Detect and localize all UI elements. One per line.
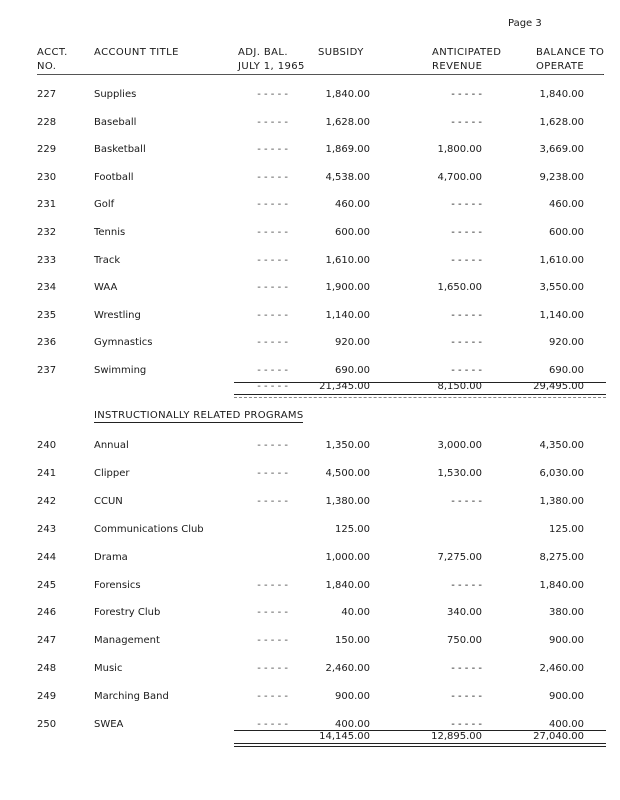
anticipated-revenue: 4,700.00	[437, 171, 482, 183]
account-title: SWEA	[94, 719, 124, 730]
account-title: Marching Band	[94, 691, 169, 703]
account-title: Track	[94, 254, 121, 266]
account-number: 237	[37, 365, 57, 376]
adjusted-balance: - - - - -	[257, 691, 288, 703]
adjusted-balance: - - - - -	[257, 365, 288, 376]
account-title: Music	[94, 663, 123, 675]
adjusted-balance: - - - - -	[257, 440, 288, 451]
anticipated-revenue: - - - - -	[451, 495, 482, 507]
section1-subtotal-rule	[234, 382, 606, 383]
header-subsidy	[318, 46, 364, 60]
total-balance-to-operate: 27,040.00	[533, 731, 584, 742]
total-anticipated-revenue: 12,895.00	[431, 731, 482, 742]
account-number: 231	[37, 199, 57, 211]
adjusted-balance: - - - - -	[257, 663, 288, 675]
anticipated-revenue: - - - - -	[451, 199, 482, 211]
account-number: 227	[37, 89, 57, 100]
adjusted-balance: - - - - -	[257, 607, 288, 619]
header-title	[94, 46, 179, 60]
adjusted-balance: - - - - -	[257, 227, 288, 238]
account-number: 230	[37, 171, 57, 183]
anticipated-revenue: - - - - -	[451, 254, 482, 266]
balance-to-operate: 1,628.00	[539, 116, 584, 128]
subsidy-amount: 4,538.00	[325, 171, 370, 183]
account-number: 234	[37, 282, 57, 294]
account-number: 249	[37, 691, 57, 703]
account-title: Basketball	[94, 144, 146, 156]
balance-to-operate: 2,460.00	[539, 663, 584, 675]
subsidy-amount: 1,628.00	[325, 116, 370, 128]
account-number: 247	[37, 635, 57, 647]
account-title: Tennis	[94, 227, 126, 238]
account-title: Baseball	[94, 116, 137, 128]
section2-total-rule	[234, 743, 606, 744]
account-title: CCUN	[94, 495, 123, 507]
balance-to-operate: 6,030.00	[539, 467, 584, 479]
adjusted-balance: - - - - -	[257, 89, 288, 100]
anticipated-revenue: 7,275.00	[437, 551, 482, 563]
subsidy-amount: 1,140.00	[325, 309, 370, 321]
anticipated-revenue: - - - - -	[451, 365, 482, 376]
section1-total-dash-rule	[234, 397, 606, 398]
adjusted-balance: - - - - -	[257, 719, 288, 730]
adjusted-balance: - - - - -	[257, 309, 288, 321]
balance-to-operate: 125.00	[549, 523, 584, 535]
section2-subtotal-rule	[234, 730, 606, 731]
adjusted-balance: - - - - -	[257, 254, 288, 266]
balance-to-operate: 690.00	[549, 365, 584, 376]
adjusted-balance: - - - - -	[257, 199, 288, 211]
subsidy-amount: 1,869.00	[325, 144, 370, 156]
subsidy-amount: 460.00	[335, 199, 370, 211]
account-number: 228	[37, 116, 57, 128]
subsidy-amount: 125.00	[335, 523, 370, 535]
account-title: Annual	[94, 440, 129, 451]
account-number: 246	[37, 607, 57, 619]
balance-to-operate: 900.00	[549, 635, 584, 647]
account-number: 243	[37, 523, 57, 535]
account-title: Wrestling	[94, 309, 141, 321]
account-number: 229	[37, 144, 57, 156]
subsidy-amount: 4,500.00	[325, 467, 370, 479]
subsidy-amount: 690.00	[335, 365, 370, 376]
balance-to-operate: 600.00	[549, 227, 584, 238]
account-number: 240	[37, 440, 57, 451]
account-number: 242	[37, 495, 57, 507]
total-anticipated-revenue: 8,150.00	[437, 381, 482, 392]
account-title: Supplies	[94, 89, 137, 100]
balance-to-operate: 1,140.00	[539, 309, 584, 321]
balance-to-operate: 1,840.00	[539, 89, 584, 100]
header-balance-line2: OPERATE	[536, 60, 604, 75]
header-underline	[37, 74, 603, 75]
header-subsidy-line1: SUBSIDY	[318, 47, 364, 58]
subsidy-amount: 920.00	[335, 337, 370, 349]
balance-to-operate: 920.00	[549, 337, 584, 349]
subsidy-amount: 150.00	[335, 635, 370, 647]
header-revenue-line1: ANTICIPATED	[432, 47, 502, 58]
account-title: Management	[94, 635, 160, 647]
header-balance-line1: BALANCE TO	[536, 47, 605, 58]
anticipated-revenue: - - - - -	[451, 691, 482, 703]
subsidy-amount: 1,350.00	[325, 440, 370, 451]
anticipated-revenue: - - - - -	[451, 227, 482, 238]
header-balance	[536, 46, 604, 75]
total-subsidy: 14,145.00	[319, 731, 370, 742]
section1-total-rule	[234, 394, 606, 395]
total-balance-to-operate: 29,495.00	[533, 381, 584, 392]
balance-to-operate: 1,840.00	[539, 579, 584, 591]
account-number: 233	[37, 254, 57, 266]
header-acct	[37, 46, 68, 75]
account-title: Forensics	[94, 579, 141, 591]
account-title: Clipper	[94, 467, 130, 479]
account-title: Golf	[94, 199, 115, 211]
adjusted-balance: - - - - -	[257, 144, 288, 156]
header-acct-line1: ACCT.	[37, 47, 68, 58]
subsidy-amount: 400.00	[335, 719, 370, 730]
balance-to-operate: 460.00	[549, 199, 584, 211]
anticipated-revenue: 750.00	[447, 635, 482, 647]
subsidy-amount: 2,460.00	[325, 663, 370, 675]
adjusted-balance: - - - - -	[257, 171, 288, 183]
account-title: Swimming	[94, 365, 147, 376]
subsidy-amount: 1,610.00	[325, 254, 370, 266]
header-revenue-line2: REVENUE	[432, 60, 501, 75]
adjusted-balance: - - - - -	[257, 282, 288, 294]
header-adj-line2: JULY 1, 1965	[238, 60, 305, 75]
header-acct-line2: NO.	[37, 60, 68, 75]
account-title: Forestry Club	[94, 607, 161, 619]
balance-to-operate: 900.00	[549, 691, 584, 703]
subsidy-amount: 1,840.00	[325, 89, 370, 100]
adjusted-balance: - - - - -	[257, 495, 288, 507]
account-number: 241	[37, 467, 57, 479]
subsidy-amount: 900.00	[335, 691, 370, 703]
header-adj-line1: ADJ. BAL.	[238, 47, 288, 58]
page-number: Page 3	[508, 18, 542, 29]
anticipated-revenue: 3,000.00	[437, 440, 482, 451]
balance-to-operate: 8,275.00	[539, 551, 584, 563]
balance-to-operate: 1,610.00	[539, 254, 584, 266]
anticipated-revenue: - - - - -	[451, 89, 482, 100]
adjusted-balance: - - - - -	[257, 337, 288, 349]
anticipated-revenue: - - - - -	[451, 663, 482, 675]
anticipated-revenue: 340.00	[447, 607, 482, 619]
account-number: 250	[37, 719, 57, 730]
adjusted-balance: - - - - -	[257, 467, 288, 479]
account-number: 235	[37, 309, 57, 321]
balance-to-operate: 400.00	[549, 719, 584, 730]
account-title: Communications Club	[94, 523, 204, 535]
anticipated-revenue: - - - - -	[451, 116, 482, 128]
anticipated-revenue: - - - - -	[451, 579, 482, 591]
header-title-line1: ACCOUNT TITLE	[94, 47, 179, 58]
adjusted-balance: - - - - -	[257, 635, 288, 647]
adjusted-balance: - - - - -	[257, 579, 288, 591]
subsidy-amount: 1,900.00	[325, 282, 370, 294]
anticipated-revenue: - - - - -	[451, 337, 482, 349]
total-subsidy: 21,345.00	[319, 381, 370, 392]
account-number: 244	[37, 551, 57, 563]
subsidy-amount: 600.00	[335, 227, 370, 238]
account-title: Football	[94, 171, 134, 183]
anticipated-revenue: 1,800.00	[437, 144, 482, 156]
account-number: 248	[37, 663, 57, 675]
account-title: Gymnastics	[94, 337, 153, 349]
anticipated-revenue: - - - - -	[451, 309, 482, 321]
section2-total-double-rule	[234, 746, 606, 747]
adjusted-balance: - - - - -	[257, 116, 288, 128]
account-number: 245	[37, 579, 57, 591]
account-title: Drama	[94, 551, 128, 563]
balance-to-operate: 380.00	[549, 607, 584, 619]
balance-to-operate: 4,350.00	[539, 440, 584, 451]
balance-to-operate: 3,550.00	[539, 282, 584, 294]
subsidy-amount: 40.00	[341, 607, 370, 619]
subsidy-amount: 1,380.00	[325, 495, 370, 507]
subsidy-amount: 1,840.00	[325, 579, 370, 591]
account-title: WAA	[94, 282, 118, 294]
subsidy-amount: 1,000.00	[325, 551, 370, 563]
balance-to-operate: 3,669.00	[539, 144, 584, 156]
balance-to-operate: 9,238.00	[539, 171, 584, 183]
anticipated-revenue: - - - - -	[451, 719, 482, 730]
anticipated-revenue: 1,650.00	[437, 282, 482, 294]
section2-heading: INSTRUCTIONALLY RELATED PROGRAMS	[94, 410, 304, 421]
account-number: 232	[37, 227, 57, 238]
anticipated-revenue: 1,530.00	[437, 467, 482, 479]
balance-to-operate: 1,380.00	[539, 495, 584, 507]
header-adj	[238, 46, 305, 75]
header-revenue	[432, 46, 501, 75]
total-adjusted-balance: - - - - -	[257, 381, 288, 392]
account-number: 236	[37, 337, 57, 349]
